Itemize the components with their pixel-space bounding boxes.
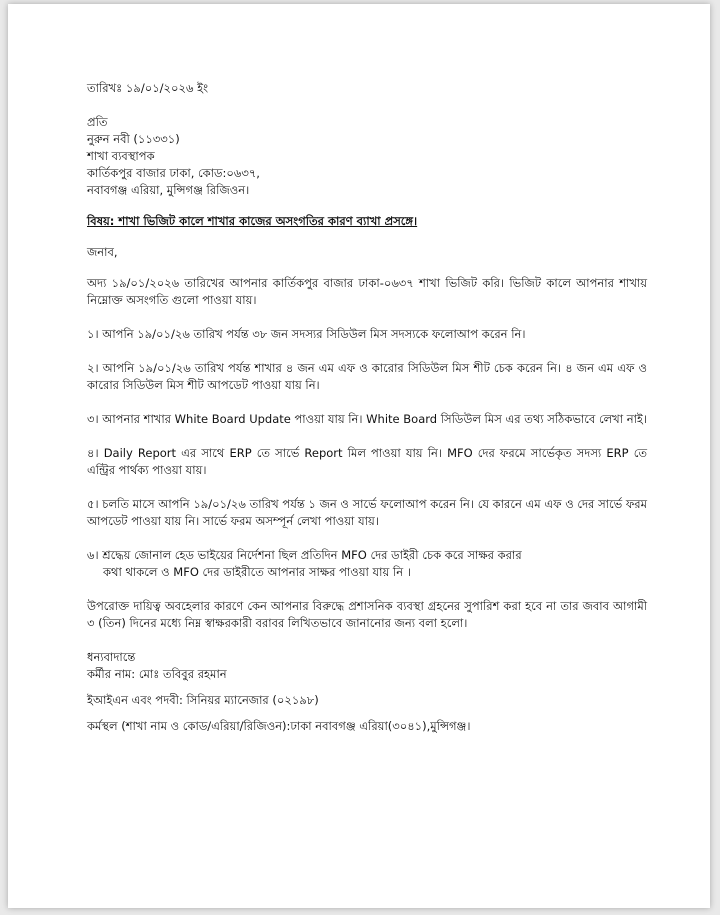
salutation: জনাব,: [87, 245, 118, 259]
signer-name: কর্মীর নাম: মোঃ তবিবুর রহমান: [87, 667, 227, 681]
recipient-line: কার্তিকপুর বাজার ঢাকা, কোড:০৬৩৭,: [87, 166, 260, 180]
signature-block: [87, 649, 647, 735]
document-page: [8, 4, 710, 908]
list-item: ১। আপনি ১৯/০১/২৬ তারিখ পর্যন্ত ৩৮ জন সদস্যর সিডিউল মিস সদস্যকে ফলোআপ করেন নি।: [87, 327, 526, 341]
letter-body: [87, 80, 647, 735]
closing-paragraph: উপরোক্ত দায়িত্ব অবহেলার কারণে কেন আপনার বিরুদ্ধে প্রশাসনিক ব্যবস্থা গ্রহনের সুপারিশ করা হবে না তার জবাব আগামী ৩ (তিন) দিনের মধ্যে নিম্ন স্বাক্ষরকারী বরাবর লিখিতভাবে জানানোর জন্য বলা হলো।: [87, 599, 647, 630]
recipient-line: নবাবগঞ্জ এরিয়া, মুন্সিগঞ্জ রিজিওন।: [87, 183, 250, 197]
list-item: ৩। আপনার শাখার White Board Update পাওয়া যায় নি। White Board সিডিউল মিস এর তথ্য সঠিকভাবে লেখা নাই।: [87, 412, 648, 426]
list-item: ৫। চলতি মাসে আপনি ১৯/০১/২৬ তারিখ পর্যন্ত ১ জন ও সার্ভে ফলোআপ করেন নি। যে কারনে এম এফ ও দের সার্ভে ফরম আপডেট পাওয়া যায় নি। সার্ভে ফরম অসম্পূর্ন লেখা পাওয়া যায়।: [87, 497, 647, 528]
date-line: তারিখঃ ১৯/০১/২০২৬ ইং: [87, 81, 209, 95]
item6-line1: ৬। শ্রদ্ধেয় জোনাল হেড ভাইয়ের নির্দেশনা ছিল প্রতিদিন MFO দের ডাইরী চেক করে সাক্ষর করার: [87, 548, 522, 562]
recipient-line: প্রতি: [87, 115, 108, 129]
intro-paragraph: অদ্য ১৯/০১/২০২৬ তারিখের আপনার কার্তিকপুর বাজার ঢাকা-০৬৩৭ শাখা ভিজিট করি। ভিজিট কালে আপনার শাখায় নিম্নোক্ত অসংগতি গুলো পাওয়া যায়।: [87, 276, 647, 307]
signer-id: ইআইএন এবং পদবী: সিনিয়র ম্যানেজার (০২১৯৮): [87, 693, 319, 707]
list-item: [87, 547, 647, 581]
list-item: ২। আপনি ১৯/০১/২৬ তারিখ পর্যন্ত শাখার ৪ জন এম এফ ও কারোর সিডিউল মিস শীট চেক করেন নি। ৪ জন এম এফ ও কারোর সিডিউল মিস শীট আপডেট পাওয়া যায় নি।: [87, 361, 647, 392]
thanks-text: ধন্যবাদান্তে: [87, 650, 136, 664]
list-item: ৪। Daily Report এর সাথে ERP তে সার্ভে Report মিল পাওয়া যায় নি। MFO দের ফরমে সার্ভেকৃত সদস্য ERP তে এন্ট্রির পার্থক্য পাওয়া যায়।: [87, 446, 647, 477]
recipient-line: নুরুন নবী (১১৩৩১): [87, 132, 180, 146]
item6-line2: কথা থাকলে ও MFO দের ডাইরীতে আপনার সাক্ষর পাওয়া যায় নি ।: [103, 565, 411, 579]
recipient-block: [87, 114, 647, 199]
signer-workplace: কর্মস্থল (শাখা নাম ও কোড/এরিয়া/রিজিওন):ঢাকা নবাবগঞ্জ এরিয়া(৩০৪১),মুন্সিগঞ্জ।: [87, 719, 471, 733]
recipient-line: শাখা ব্যবস্থাপক: [87, 149, 155, 163]
letter-subject: বিষয়: শাখা ভিজিট কালে শাখার কাজের অসংগতির কারণ ব্যাখা প্রসঙ্গে।: [87, 214, 418, 228]
